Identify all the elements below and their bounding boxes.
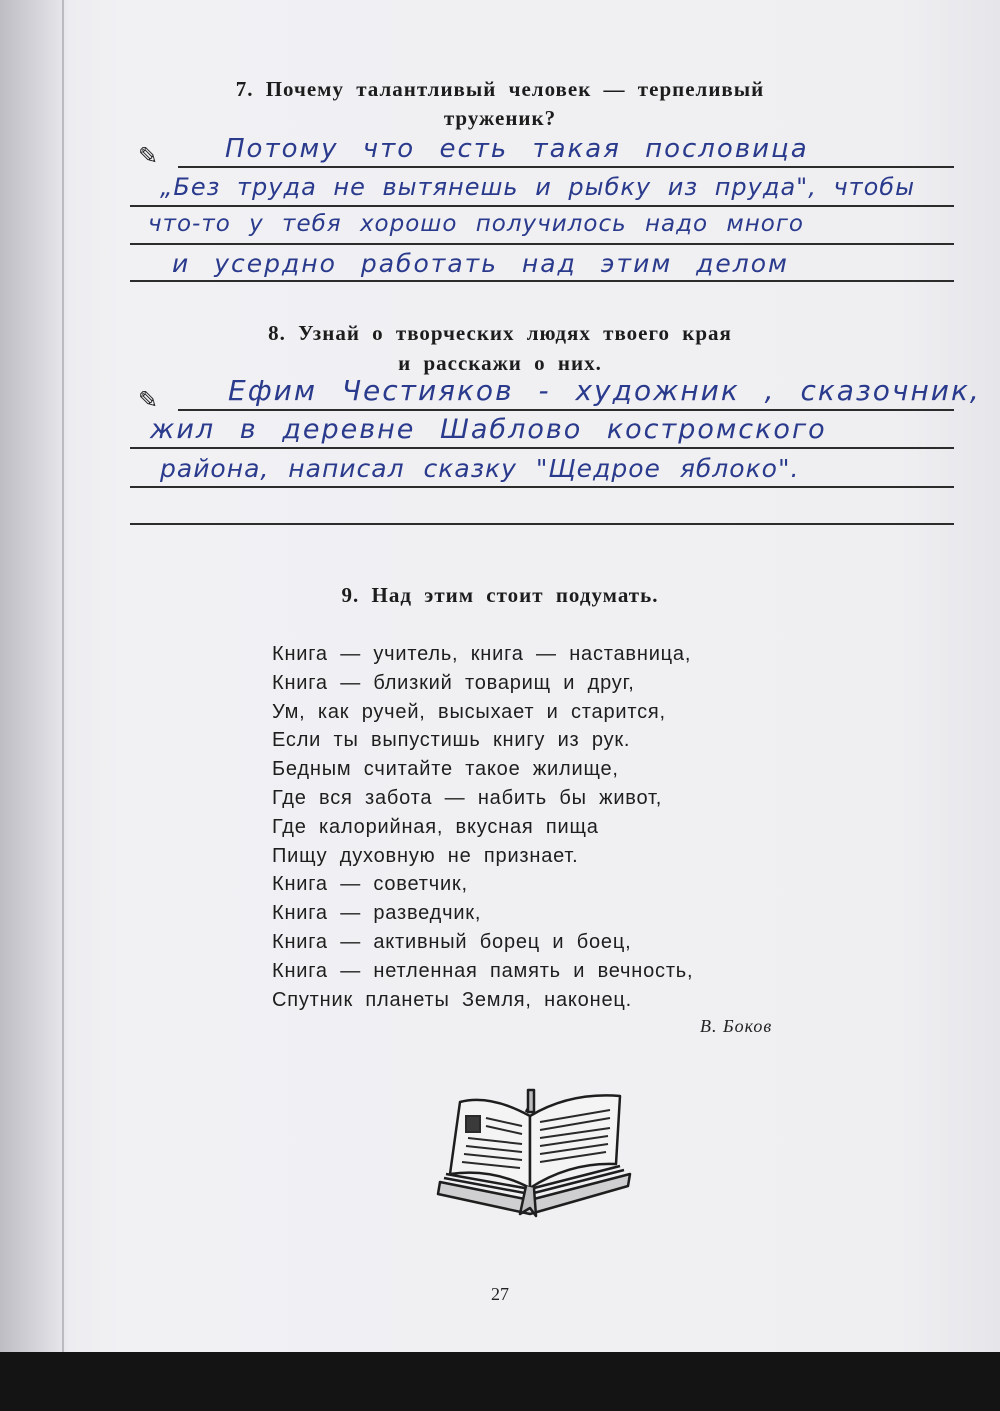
task7-answer-line: „Без труда не вытянешь и рыбку из пруда", чтобы — [160, 173, 916, 201]
answer-line — [130, 243, 954, 245]
poem-line: Где вся забота — набить бы живот, — [272, 786, 663, 809]
poem-line: Книга — разведчик, — [272, 902, 482, 925]
task7-answer-line: что-то у тебя хорошо получилось надо много — [148, 211, 804, 237]
poem-line: Книга — советчик, — [272, 873, 468, 896]
answer-line — [130, 205, 954, 207]
poem-line: Пищу духовную не признает. — [272, 844, 579, 867]
poem-line: Книга — близкий товарищ и друг, — [272, 671, 635, 694]
pencil-icon: ✎ — [138, 386, 159, 414]
open-book-illustration — [430, 1082, 640, 1222]
poem-line: Книга — учитель, книга — наставница, — [272, 643, 692, 665]
task9-title: 9. Над этим стоит подумать. — [341, 583, 659, 607]
poem-author: В. Боков — [700, 1016, 773, 1036]
answer-line — [130, 447, 954, 449]
answer-line — [130, 486, 954, 488]
binding-edge — [62, 0, 64, 1352]
task8-answer-line: жил в деревне Шаблово костромского — [150, 414, 827, 445]
task8-title-line2: и расскажи о них. — [398, 351, 602, 375]
poem-line: Где калорийная, вкусная пища — [272, 815, 599, 838]
poem-line: Книга — нетленная память и вечность, — [272, 959, 694, 982]
answer-line — [130, 280, 954, 282]
pencil-icon: ✎ — [138, 142, 159, 170]
page-binding — [0, 0, 70, 1352]
task7-title-line2: труженик? — [443, 106, 557, 130]
task8-answer-line: Ефим Честияков - художник , сказочник, — [228, 374, 981, 407]
poem-line: Если ты выпустишь книгу из рук. — [272, 729, 631, 752]
poem — [272, 640, 693, 1014]
poem-line: Бедным считайте такое жилище, — [272, 758, 619, 781]
task8-answer-line: района, написал сказку "Щедрое яблоко". — [160, 454, 800, 483]
poem-line: Ум, как ручей, высыхает и старится, — [272, 700, 666, 723]
task7-answer-line: и усердно работать над этим делом — [172, 249, 789, 278]
task7-title-line1: 7. Почему талантливый человек — терпеливый — [235, 77, 765, 101]
answer-line — [178, 409, 954, 411]
task7-answer-line: Потому что есть такая пословица — [225, 134, 809, 164]
task8-title-line1: 8. Узнай о творческих людях твоего края — [268, 321, 732, 345]
answer-line — [130, 523, 954, 525]
scan-bottom-edge — [0, 1352, 1000, 1411]
answer-line — [178, 166, 954, 168]
poem-line: Книга — активный борец и боец, — [272, 930, 632, 953]
page-number: 27 — [491, 1284, 509, 1304]
poem-line: Спутник планеты Земля, наконец. — [272, 988, 632, 1011]
